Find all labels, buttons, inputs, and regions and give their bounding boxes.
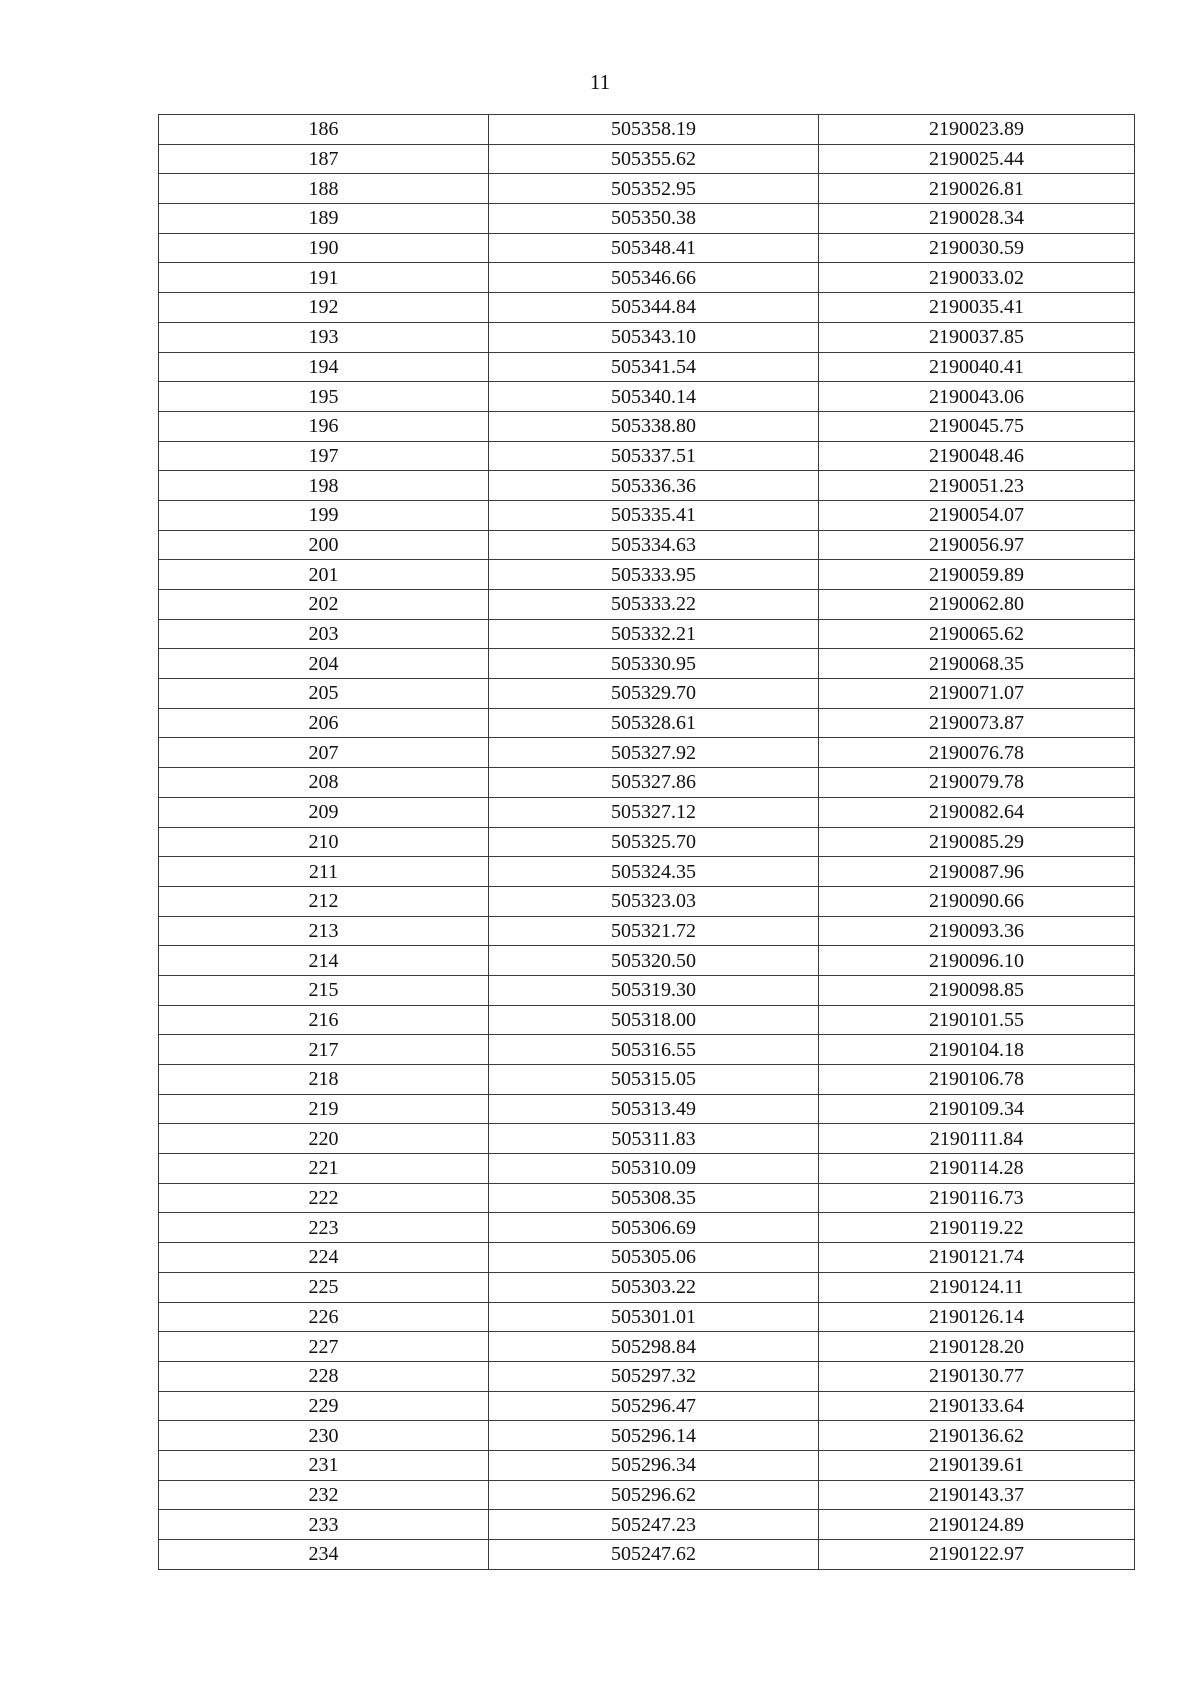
y-coordinate-cell: 2190035.41	[819, 293, 1135, 323]
point-number-cell: 233	[159, 1510, 489, 1540]
point-number-cell: 186	[159, 115, 489, 145]
point-number-cell: 202	[159, 590, 489, 620]
y-coordinate-cell: 2190124.11	[819, 1272, 1135, 1302]
table-row	[159, 1005, 1135, 1035]
table-row	[159, 560, 1135, 590]
y-coordinate-cell: 2190062.80	[819, 590, 1135, 620]
x-coordinate-cell: 505316.55	[489, 1035, 819, 1065]
point-number-cell: 190	[159, 233, 489, 263]
point-number-cell: 225	[159, 1272, 489, 1302]
table-row	[159, 263, 1135, 293]
x-coordinate-cell: 505308.35	[489, 1183, 819, 1213]
y-coordinate-cell: 2190128.20	[819, 1332, 1135, 1362]
table-row	[159, 530, 1135, 560]
y-coordinate-cell: 2190106.78	[819, 1065, 1135, 1095]
y-coordinate-cell: 2190090.66	[819, 886, 1135, 916]
y-coordinate-cell: 2190023.89	[819, 115, 1135, 145]
y-coordinate-cell: 2190043.06	[819, 382, 1135, 412]
table-row	[159, 322, 1135, 352]
y-coordinate-cell: 2190104.18	[819, 1035, 1135, 1065]
table-row	[159, 738, 1135, 768]
point-number-cell: 199	[159, 500, 489, 530]
x-coordinate-cell: 505305.06	[489, 1243, 819, 1273]
y-coordinate-cell: 2190028.34	[819, 204, 1135, 234]
y-coordinate-cell: 2190109.34	[819, 1094, 1135, 1124]
x-coordinate-cell: 505328.61	[489, 708, 819, 738]
table-row	[159, 1480, 1135, 1510]
point-number-cell: 207	[159, 738, 489, 768]
y-coordinate-cell: 2190121.74	[819, 1243, 1135, 1273]
y-coordinate-cell: 2190087.96	[819, 857, 1135, 887]
table-row	[159, 441, 1135, 471]
x-coordinate-cell: 505350.38	[489, 204, 819, 234]
y-coordinate-cell: 2190093.36	[819, 916, 1135, 946]
x-coordinate-cell: 505310.09	[489, 1154, 819, 1184]
y-coordinate-cell: 2190026.81	[819, 174, 1135, 204]
point-number-cell: 218	[159, 1065, 489, 1095]
point-number-cell: 230	[159, 1421, 489, 1451]
point-number-cell: 222	[159, 1183, 489, 1213]
x-coordinate-cell: 505315.05	[489, 1065, 819, 1095]
table-row	[159, 1421, 1135, 1451]
table-row	[159, 204, 1135, 234]
point-number-cell: 214	[159, 946, 489, 976]
y-coordinate-cell: 2190130.77	[819, 1361, 1135, 1391]
x-coordinate-cell: 505311.83	[489, 1124, 819, 1154]
table-row	[159, 115, 1135, 145]
y-coordinate-cell: 2190085.29	[819, 827, 1135, 857]
table-row	[159, 916, 1135, 946]
point-number-cell: 204	[159, 649, 489, 679]
point-number-cell: 227	[159, 1332, 489, 1362]
table-row	[159, 708, 1135, 738]
table-row	[159, 590, 1135, 620]
x-coordinate-cell: 505319.30	[489, 975, 819, 1005]
y-coordinate-cell: 2190124.89	[819, 1510, 1135, 1540]
x-coordinate-cell: 505313.49	[489, 1094, 819, 1124]
table-row	[159, 1183, 1135, 1213]
x-coordinate-cell: 505325.70	[489, 827, 819, 857]
y-coordinate-cell: 2190033.02	[819, 263, 1135, 293]
table-row	[159, 411, 1135, 441]
table-row	[159, 619, 1135, 649]
x-coordinate-cell: 505306.69	[489, 1213, 819, 1243]
table-row	[159, 946, 1135, 976]
y-coordinate-cell: 2190143.37	[819, 1480, 1135, 1510]
y-coordinate-cell: 2190065.62	[819, 619, 1135, 649]
point-number-cell: 217	[159, 1035, 489, 1065]
x-coordinate-cell: 505355.62	[489, 144, 819, 174]
coordinates-table-body	[159, 115, 1135, 1570]
point-number-cell: 223	[159, 1213, 489, 1243]
x-coordinate-cell: 505333.22	[489, 590, 819, 620]
table-row	[159, 144, 1135, 174]
table-row	[159, 1361, 1135, 1391]
point-number-cell: 201	[159, 560, 489, 590]
y-coordinate-cell: 2190025.44	[819, 144, 1135, 174]
point-number-cell: 232	[159, 1480, 489, 1510]
point-number-cell: 197	[159, 441, 489, 471]
table-row	[159, 1510, 1135, 1540]
x-coordinate-cell: 505301.01	[489, 1302, 819, 1332]
table-row	[159, 1035, 1135, 1065]
y-coordinate-cell: 2190054.07	[819, 500, 1135, 530]
y-coordinate-cell: 2190059.89	[819, 560, 1135, 590]
y-coordinate-cell: 2190139.61	[819, 1450, 1135, 1480]
y-coordinate-cell: 2190056.97	[819, 530, 1135, 560]
x-coordinate-cell: 505348.41	[489, 233, 819, 263]
point-number-cell: 203	[159, 619, 489, 649]
x-coordinate-cell: 505329.70	[489, 679, 819, 709]
point-number-cell: 194	[159, 352, 489, 382]
x-coordinate-cell: 505330.95	[489, 649, 819, 679]
table-row	[159, 1450, 1135, 1480]
y-coordinate-cell: 2190114.28	[819, 1154, 1135, 1184]
table-row	[159, 233, 1135, 263]
table-row	[159, 649, 1135, 679]
page-number: 11	[589, 70, 611, 94]
y-coordinate-cell: 2190116.73	[819, 1183, 1135, 1213]
point-number-cell: 187	[159, 144, 489, 174]
table-row	[159, 827, 1135, 857]
point-number-cell: 200	[159, 530, 489, 560]
x-coordinate-cell: 505247.23	[489, 1510, 819, 1540]
point-number-cell: 198	[159, 471, 489, 501]
y-coordinate-cell: 2190040.41	[819, 352, 1135, 382]
x-coordinate-cell: 505324.35	[489, 857, 819, 887]
point-number-cell: 219	[159, 1094, 489, 1124]
y-coordinate-cell: 2190096.10	[819, 946, 1135, 976]
point-number-cell: 209	[159, 797, 489, 827]
x-coordinate-cell: 505303.22	[489, 1272, 819, 1302]
table-row	[159, 679, 1135, 709]
y-coordinate-cell: 2190136.62	[819, 1421, 1135, 1451]
x-coordinate-cell: 505320.50	[489, 946, 819, 976]
y-coordinate-cell: 2190068.35	[819, 649, 1135, 679]
point-number-cell: 229	[159, 1391, 489, 1421]
table-row	[159, 1391, 1135, 1421]
y-coordinate-cell: 2190051.23	[819, 471, 1135, 501]
x-coordinate-cell: 505296.34	[489, 1450, 819, 1480]
table-row	[159, 1065, 1135, 1095]
point-number-cell: 208	[159, 768, 489, 798]
table-row	[159, 500, 1135, 530]
x-coordinate-cell: 505337.51	[489, 441, 819, 471]
x-coordinate-cell: 505334.63	[489, 530, 819, 560]
x-coordinate-cell: 505352.95	[489, 174, 819, 204]
point-number-cell: 224	[159, 1243, 489, 1273]
y-coordinate-cell: 2190082.64	[819, 797, 1135, 827]
point-number-cell: 196	[159, 411, 489, 441]
y-coordinate-cell: 2190122.97	[819, 1540, 1135, 1570]
y-coordinate-cell: 2190111.84	[819, 1124, 1135, 1154]
y-coordinate-cell: 2190133.64	[819, 1391, 1135, 1421]
table-row	[159, 857, 1135, 887]
x-coordinate-cell: 505336.36	[489, 471, 819, 501]
point-number-cell: 193	[159, 322, 489, 352]
y-coordinate-cell: 2190073.87	[819, 708, 1135, 738]
point-number-cell: 191	[159, 263, 489, 293]
point-number-cell: 216	[159, 1005, 489, 1035]
table-row	[159, 797, 1135, 827]
x-coordinate-cell: 505335.41	[489, 500, 819, 530]
point-number-cell: 189	[159, 204, 489, 234]
point-number-cell: 234	[159, 1540, 489, 1570]
x-coordinate-cell: 505346.66	[489, 263, 819, 293]
table-row	[159, 1243, 1135, 1273]
point-number-cell: 205	[159, 679, 489, 709]
y-coordinate-cell: 2190101.55	[819, 1005, 1135, 1035]
table-row	[159, 174, 1135, 204]
point-number-cell: 192	[159, 293, 489, 323]
table-row	[159, 975, 1135, 1005]
x-coordinate-cell: 505298.84	[489, 1332, 819, 1362]
point-number-cell: 226	[159, 1302, 489, 1332]
table-row	[159, 1154, 1135, 1184]
y-coordinate-cell: 2190071.07	[819, 679, 1135, 709]
point-number-cell: 221	[159, 1154, 489, 1184]
x-coordinate-cell: 505358.19	[489, 115, 819, 145]
y-coordinate-cell: 2190126.14	[819, 1302, 1135, 1332]
x-coordinate-cell: 505341.54	[489, 352, 819, 382]
x-coordinate-cell: 505323.03	[489, 886, 819, 916]
x-coordinate-cell: 505327.12	[489, 797, 819, 827]
x-coordinate-cell: 505296.14	[489, 1421, 819, 1451]
point-number-cell: 211	[159, 857, 489, 887]
x-coordinate-cell: 505318.00	[489, 1005, 819, 1035]
x-coordinate-cell: 505327.92	[489, 738, 819, 768]
x-coordinate-cell: 505296.62	[489, 1480, 819, 1510]
table-row	[159, 293, 1135, 323]
table-row	[159, 352, 1135, 382]
y-coordinate-cell: 2190030.59	[819, 233, 1135, 263]
point-number-cell: 215	[159, 975, 489, 1005]
y-coordinate-cell: 2190076.78	[819, 738, 1135, 768]
x-coordinate-cell: 505321.72	[489, 916, 819, 946]
point-number-cell: 213	[159, 916, 489, 946]
table-row	[159, 886, 1135, 916]
point-number-cell: 188	[159, 174, 489, 204]
point-number-cell: 212	[159, 886, 489, 916]
x-coordinate-cell: 505333.95	[489, 560, 819, 590]
x-coordinate-cell: 505340.14	[489, 382, 819, 412]
coordinates-table	[158, 114, 1135, 1570]
point-number-cell: 210	[159, 827, 489, 857]
table-row	[159, 1213, 1135, 1243]
x-coordinate-cell: 505343.10	[489, 322, 819, 352]
point-number-cell: 231	[159, 1450, 489, 1480]
table-row	[159, 1332, 1135, 1362]
y-coordinate-cell: 2190045.75	[819, 411, 1135, 441]
table-row	[159, 382, 1135, 412]
y-coordinate-cell: 2190119.22	[819, 1213, 1135, 1243]
table-row	[159, 1272, 1135, 1302]
y-coordinate-cell: 2190079.78	[819, 768, 1135, 798]
table-row	[159, 1094, 1135, 1124]
point-number-cell: 220	[159, 1124, 489, 1154]
point-number-cell: 228	[159, 1361, 489, 1391]
table-row	[159, 768, 1135, 798]
y-coordinate-cell: 2190098.85	[819, 975, 1135, 1005]
point-number-cell: 195	[159, 382, 489, 412]
x-coordinate-cell: 505247.62	[489, 1540, 819, 1570]
x-coordinate-cell: 505327.86	[489, 768, 819, 798]
table-row	[159, 1124, 1135, 1154]
y-coordinate-cell: 2190048.46	[819, 441, 1135, 471]
x-coordinate-cell: 505344.84	[489, 293, 819, 323]
x-coordinate-cell: 505338.80	[489, 411, 819, 441]
table-row	[159, 1302, 1135, 1332]
table-row	[159, 471, 1135, 501]
point-number-cell: 206	[159, 708, 489, 738]
table-row	[159, 1540, 1135, 1570]
x-coordinate-cell: 505296.47	[489, 1391, 819, 1421]
y-coordinate-cell: 2190037.85	[819, 322, 1135, 352]
x-coordinate-cell: 505297.32	[489, 1361, 819, 1391]
x-coordinate-cell: 505332.21	[489, 619, 819, 649]
